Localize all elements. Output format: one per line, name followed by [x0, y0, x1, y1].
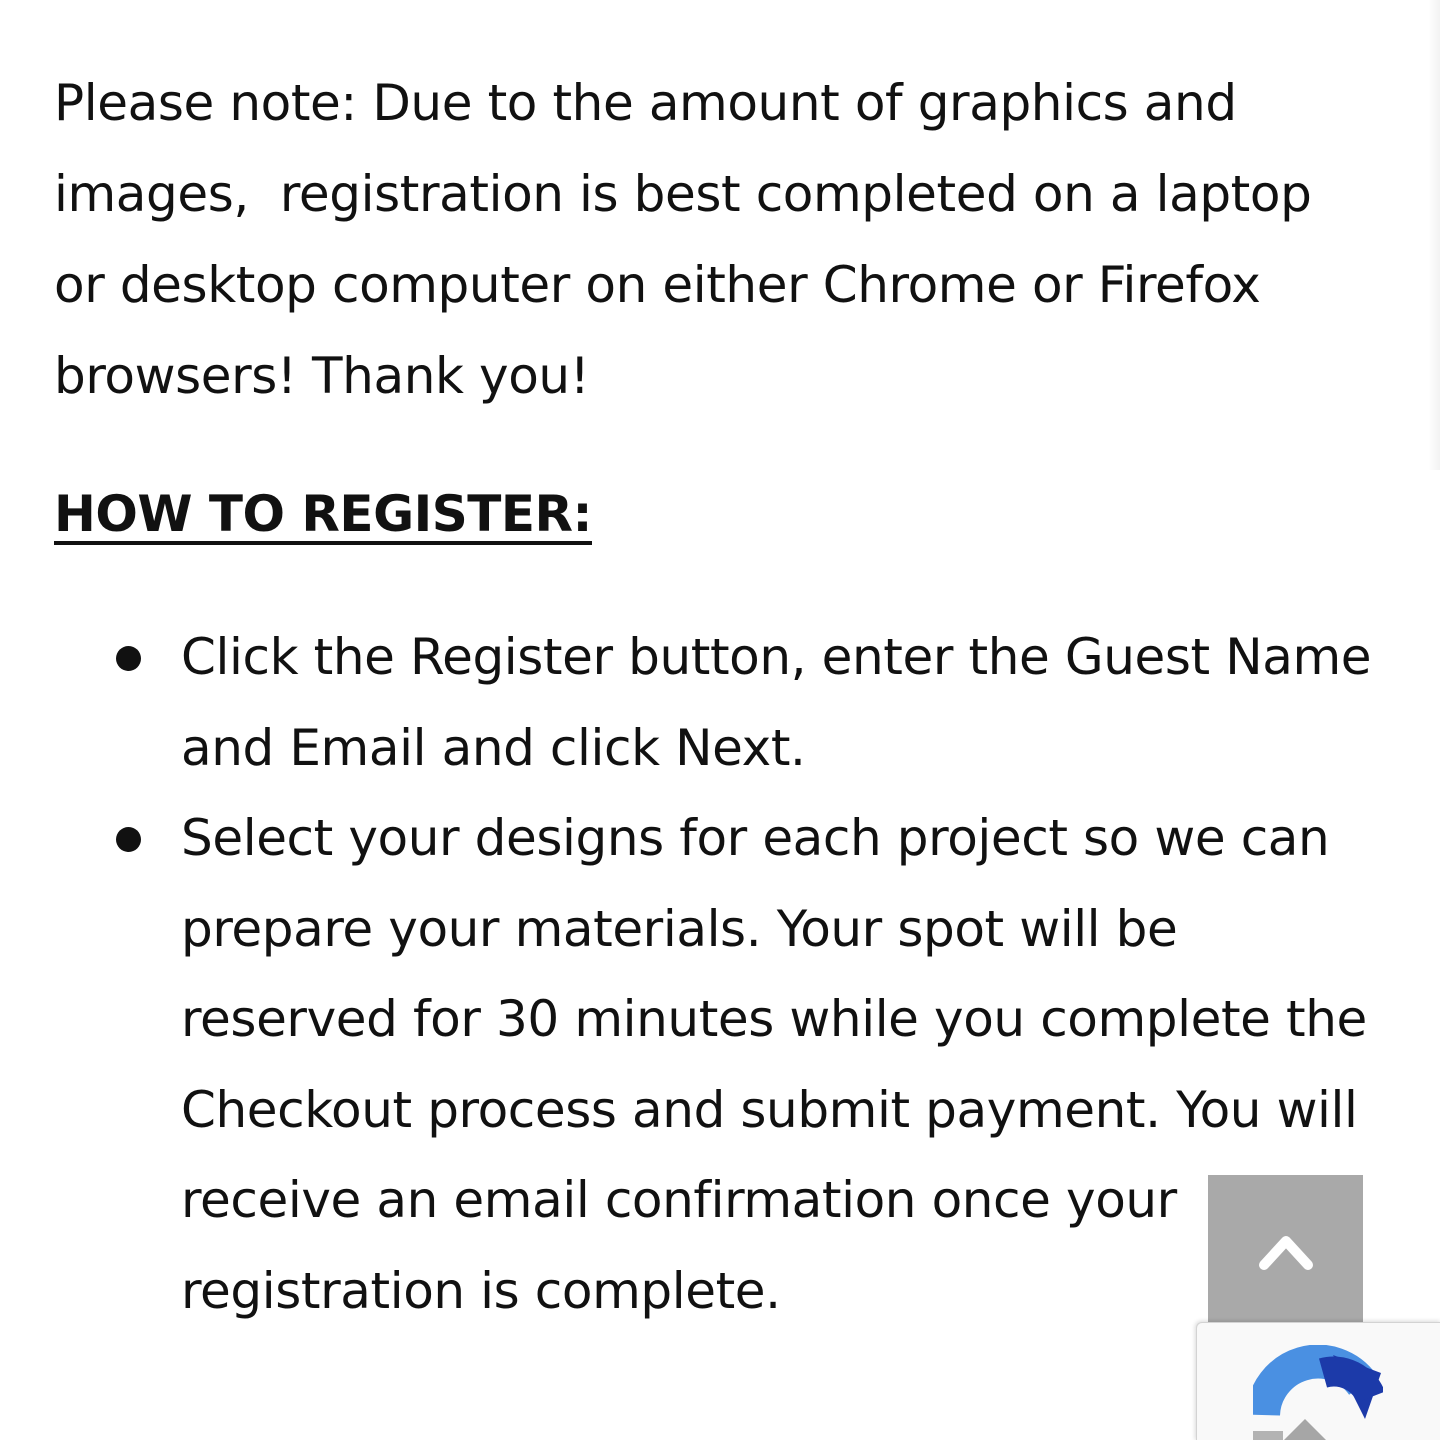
page-edge-shadow: [1428, 0, 1440, 470]
recaptcha-badge[interactable]: [1196, 1322, 1440, 1440]
step-text: Click the Register button, enter the Guest Name and Email and click Next.: [181, 628, 1372, 777]
list-item: [54, 612, 1374, 793]
recaptcha-logo-icon: [1253, 1345, 1383, 1440]
bullet-icon: [116, 646, 141, 671]
main-content: [54, 58, 1374, 1336]
chevron-up-icon: [1258, 1231, 1314, 1271]
register-steps-list: [54, 612, 1374, 1336]
bullet-icon: [116, 827, 141, 852]
back-to-top-button[interactable]: [1208, 1175, 1363, 1330]
how-to-register-heading: HOW TO REGISTER:: [54, 485, 592, 543]
step-text: Select your designs for each project so we can prepare your materials. Your spot will be reserved for 30 minutes while you complete the Checkout process and submit payment. You will receive an email confirmation once your registration is complete.: [181, 809, 1367, 1320]
list-item: [54, 793, 1374, 1336]
browser-note: Please note: Due to the amount of graphics and images, registration is best completed on a laptop or desktop computer on either Chrome or Firefox browsers! Thank you!: [54, 74, 1327, 405]
